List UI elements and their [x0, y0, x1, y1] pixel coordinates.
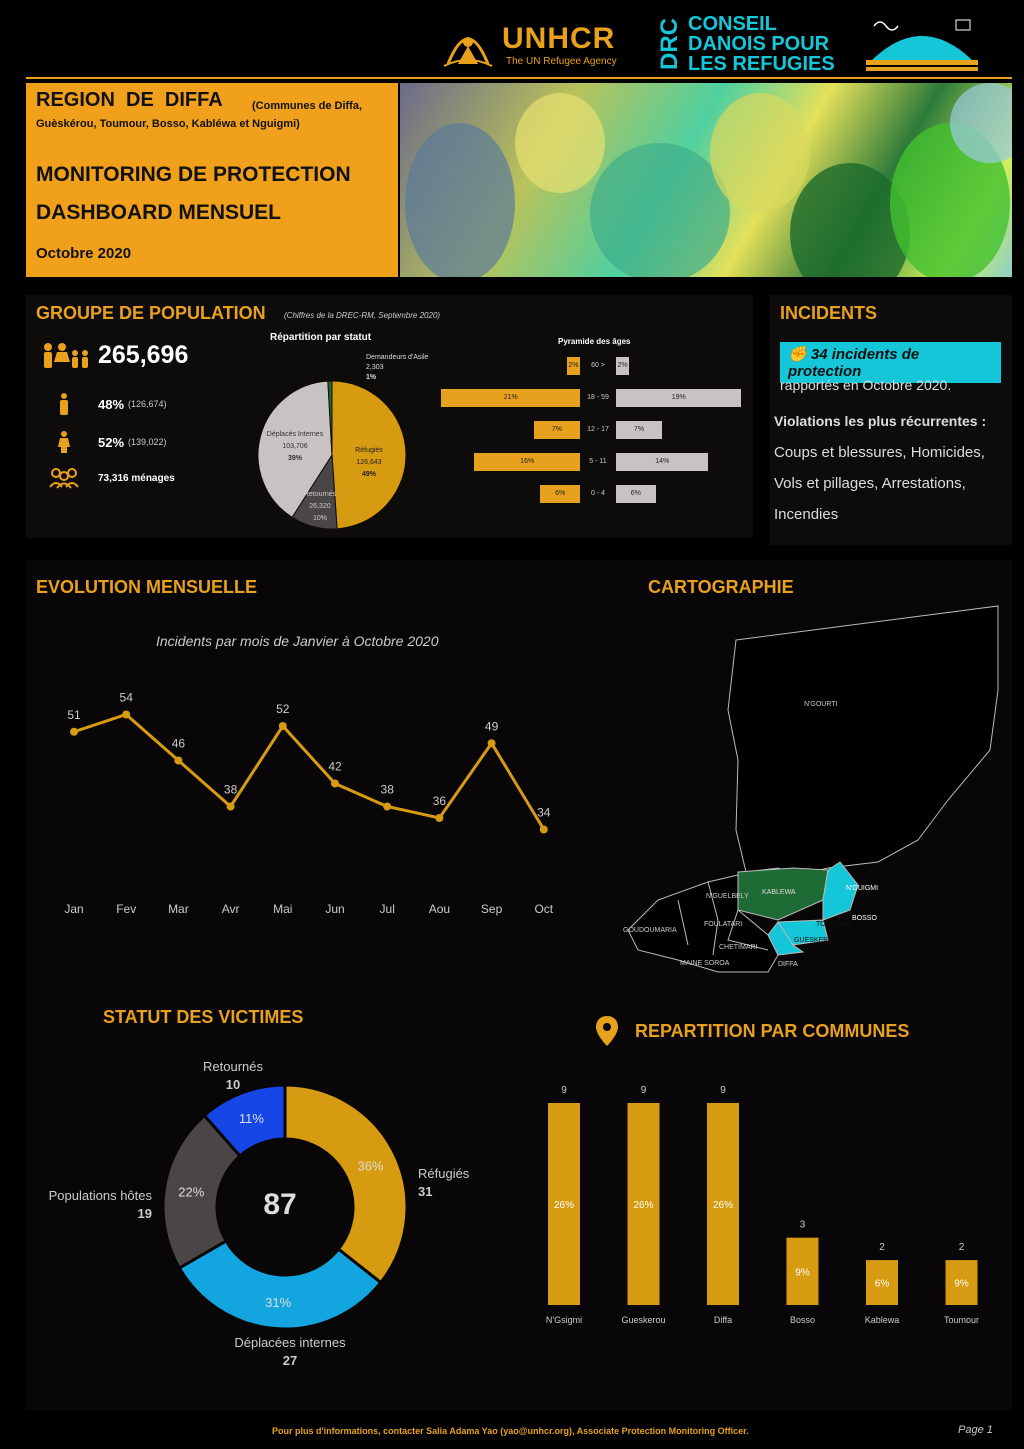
- drc-line-3: LES REFUGIES: [688, 53, 835, 75]
- line-month-label: Aou: [428, 902, 451, 916]
- violations-list: Coups et blessures, Homicides, Vols et pillages, Arrestations, Incendies: [774, 444, 985, 523]
- line-month-label: Mai: [273, 902, 293, 916]
- banner-photo: [400, 83, 1012, 277]
- victims-label-refugies: [418, 1165, 469, 1201]
- pyramid-bar-left: 16%: [474, 453, 580, 471]
- victims-label-deplacees-name: Déplacées internes: [234, 1335, 346, 1350]
- commune-value-label: 9: [561, 1085, 567, 1096]
- incidents-title: INCIDENTS: [780, 303, 878, 323]
- donut-pct-label: 31%: [265, 1294, 292, 1310]
- population-title: GROUPE DE POPULATION: [36, 303, 266, 323]
- victims-label-refugies-count: 31: [418, 1184, 433, 1199]
- line-point: [383, 803, 391, 811]
- male-count: (126,674): [128, 399, 167, 409]
- victims-total: 87: [263, 1188, 297, 1221]
- commune-value-label: 3: [799, 1219, 806, 1231]
- commune-value-label: 2: [958, 1242, 965, 1254]
- population-panel: [26, 295, 753, 538]
- location-pin-icon: [596, 1016, 618, 1046]
- line-month-label: Oct: [534, 902, 554, 916]
- pie-title: Répartition par statut: [270, 332, 372, 343]
- pie-label-refugies: [344, 445, 394, 481]
- carto-title: CARTOGRAPHIE: [648, 577, 794, 597]
- partner-logo-icon: [862, 12, 982, 74]
- map-ngourti: [728, 606, 998, 875]
- pie-label-retournes: [298, 489, 342, 525]
- pyramid-age-label: 5 - 11: [589, 458, 607, 465]
- female-count: (139,022): [128, 437, 167, 447]
- donut-pct-label: 36%: [357, 1158, 384, 1174]
- line-point: [70, 728, 78, 736]
- population-source: (Chiffres de la DREC-RM, Septembre 2020): [284, 311, 441, 320]
- map-label-kablewa: KABLEWA: [762, 889, 796, 896]
- map-label-goudoumaria: GOUDOUMARIA: [623, 927, 677, 934]
- line-point: [174, 757, 182, 765]
- incidents-line-chart: [40, 660, 580, 930]
- line-month-label: Fev: [116, 902, 137, 916]
- dashboard-title-1: MONITORING DE PROTECTION: [36, 163, 351, 186]
- commune-pct-label: 26%: [712, 1200, 734, 1211]
- header-rule: [26, 77, 1012, 79]
- victims-label-hotes-name: Populations hôtes: [48, 1188, 152, 1203]
- line-point: [435, 814, 443, 822]
- donut-segment: [285, 1085, 407, 1283]
- commune-category-label: N'Gsigmi: [545, 1315, 583, 1325]
- line-month-label: Jun: [325, 902, 345, 916]
- drc-logo: [658, 14, 838, 74]
- unhcr-subtitle: The UN Refugee Agency: [506, 56, 617, 67]
- pie-label-asylum-value: 2,303: [366, 364, 384, 371]
- victims-title: STATUT DES VICTIMES: [103, 1007, 304, 1027]
- violations-title: Violations les plus récurrentes :: [774, 413, 987, 429]
- line-month-label: Jan: [64, 902, 84, 916]
- communes-list: (Communes de Diffa, Guèskérou, Toumour, Bosso, Kabléwa et Nguigmi): [36, 100, 363, 130]
- pyramid-bar-left: 2%: [567, 357, 580, 375]
- map-label-bosso: BOSSO: [852, 915, 877, 922]
- donut-pct-label: 22%: [178, 1184, 205, 1200]
- victims-label-deplacees: [220, 1334, 360, 1370]
- victims-label-refugies-name: Réfugiés: [418, 1166, 470, 1181]
- age-pyramid: [446, 357, 746, 527]
- pyramid-bar-right: 14%: [616, 453, 708, 471]
- family-icon: [40, 343, 90, 369]
- commune-pct-label: 9%: [795, 1267, 810, 1279]
- pie-label-refugies-pct: 49%: [361, 471, 376, 478]
- protest-icon: ✊: [788, 346, 807, 363]
- pie-label-retournes-value: 26,320: [309, 503, 331, 510]
- footer-contact: Pour plus d'informations, contacter Salia Adama Yao (yao@unhcr.org), Associate Protection Monitoring Officer.: [272, 1426, 749, 1436]
- line-month-label: Jul: [379, 902, 395, 916]
- diffa-map: [618, 600, 1008, 980]
- map-label-gueskerou: GUESKEROU: [794, 937, 839, 944]
- line-point: [227, 803, 235, 811]
- commune-value-label: 2: [879, 1242, 885, 1254]
- line-month-label: Sep: [480, 902, 503, 916]
- map-label-toumour: TOUMOUR: [816, 921, 853, 928]
- map-label-nguigmi: N'GUIGMI: [846, 885, 879, 892]
- drc-vertical-text: DRC: [656, 18, 683, 70]
- pie-label-deplaces-pct: 39%: [287, 455, 302, 462]
- pyramid-bar-right: 2%: [616, 357, 629, 375]
- incidents-reported: rapportés en Octobre 2020.: [780, 377, 952, 393]
- map-label-chetimari: CHETIMARI: [719, 944, 758, 951]
- line-value-label: 46: [171, 736, 186, 751]
- incidents-badge-text: 34 incidents de protection: [788, 346, 920, 380]
- evolution-title: EVOLUTION MENSUELLE: [36, 577, 258, 597]
- commune-value-label: 9: [720, 1085, 726, 1096]
- pyramid-bar-right: 19%: [616, 389, 741, 407]
- pyramid-bar-left: 6%: [540, 485, 580, 503]
- population-total: 265,696: [98, 341, 189, 369]
- donut-pct-label: 11%: [238, 1111, 264, 1127]
- pie-label-refugies-value: 126,643: [356, 459, 382, 466]
- commune-pct-label: 26%: [553, 1200, 575, 1211]
- line-value-label: 51: [67, 707, 81, 722]
- line-value-label: 54: [119, 690, 133, 705]
- banner-month: Octobre 2020: [36, 245, 132, 262]
- pie-label-deplaces-name: Déplacés Internes: [266, 431, 324, 438]
- victims-label-retournes-name: Retournés: [203, 1059, 263, 1074]
- pie-label-asylum-pct: 1%: [366, 374, 377, 381]
- line-point: [279, 722, 287, 730]
- map-label-ngourti: N'GOURTI: [804, 701, 838, 708]
- drc-line-2: DANOIS POUR: [688, 33, 830, 55]
- pyramid-age-label: 0 - 4: [590, 490, 605, 497]
- line-month-label: Avr: [221, 902, 240, 916]
- banner-left: [26, 83, 398, 277]
- pyramid-title: Pyramide des âges: [558, 337, 631, 346]
- victims-label-retournes: [190, 1058, 276, 1094]
- commune-category-label: Kablewa: [864, 1315, 900, 1325]
- pyramid-bar-left: 7%: [534, 421, 580, 439]
- line-value-label: 52: [276, 702, 290, 716]
- line-point: [331, 780, 339, 788]
- commune-category-label: Diffa: [713, 1315, 733, 1325]
- communes-title: REPARTITION PAR COMMUNES: [635, 1021, 910, 1041]
- households: 73,316 ménages: [98, 473, 175, 484]
- pyramid-bar-right: 6%: [616, 485, 656, 503]
- households-icon: [48, 467, 80, 489]
- incidents-panel: [770, 295, 1012, 545]
- unhcr-name: UNHCR: [502, 22, 616, 55]
- unhcr-logo: [440, 22, 635, 72]
- pyramid-age-label: 12 - 17: [587, 426, 609, 433]
- crowd-photo-icon: [400, 83, 1012, 277]
- map-label-diffa: DIFFA: [778, 961, 798, 968]
- map-label-foulatari: FOULATARI: [704, 921, 743, 928]
- line-value-label: 42: [328, 759, 342, 774]
- female-icon: [58, 431, 70, 453]
- dashboard-title-2: DASHBOARD MENSUEL: [36, 201, 282, 224]
- line-point: [540, 826, 548, 834]
- commune-pct-label: 26%: [633, 1200, 654, 1211]
- pie-label-asylum-name: Demandeurs d'Asile: [366, 354, 429, 361]
- commune-category-label: Bosso: [789, 1315, 816, 1325]
- incidents-line: [74, 715, 544, 830]
- pie-label-deplaces-value: 103,706: [282, 443, 308, 450]
- commune-value-label: 9: [640, 1085, 647, 1096]
- pie-label-retournes-name: Retournés: [303, 491, 337, 498]
- victims-label-hotes-count: 19: [137, 1206, 152, 1221]
- male-pct: 48%: [98, 397, 125, 412]
- communes-bar-chart: [530, 1075, 1000, 1335]
- pyramid-age-label: 18 - 59: [587, 394, 609, 401]
- pyramid-bar-right: 7%: [616, 421, 662, 439]
- pyramid-bar-left: 21%: [441, 389, 580, 407]
- evolution-chart-title: Incidents par mois de Janvier à Octobre 2020: [156, 633, 439, 649]
- pie-label-asylum: [366, 353, 428, 383]
- line-value-label: 49: [484, 719, 499, 734]
- victims-label-retournes-count: 10: [225, 1077, 241, 1092]
- line-value-label: 34: [537, 805, 551, 820]
- map-label-nguelbely: N'GUELBELY: [706, 893, 749, 900]
- male-icon: [58, 393, 70, 415]
- unhcr-emblem-icon: [440, 24, 496, 70]
- drc-line-1: CONSEIL: [688, 13, 777, 35]
- region-title: REGION DE DIFFA: [36, 89, 223, 111]
- commune-pct-label: 9%: [954, 1278, 969, 1290]
- line-point: [488, 739, 496, 747]
- pie-label-retournes-pct: 10%: [312, 515, 327, 522]
- female-pct: 52%: [98, 435, 125, 450]
- pie-label-refugies-name: Réfugiés: [355, 447, 383, 454]
- line-point: [122, 711, 130, 719]
- pie-label-deplaces: [260, 429, 330, 465]
- commune-category-label: Toumour: [943, 1315, 980, 1325]
- page-number: Page 1: [958, 1424, 993, 1436]
- line-month-label: Mar: [168, 902, 189, 916]
- victims-label-deplacees-count: 27: [282, 1353, 298, 1368]
- line-value-label: 36: [432, 794, 447, 808]
- line-value-label: 38: [380, 782, 394, 797]
- commune-category-label: Gueskerou: [621, 1315, 666, 1325]
- victims-label-hotes: [30, 1187, 152, 1223]
- line-value-label: 38: [223, 782, 238, 797]
- commune-pct-label: 6%: [874, 1278, 890, 1290]
- map-label-maine-soroa: MAINE SOROA: [680, 960, 730, 967]
- pyramid-age-label: 60 >: [591, 362, 605, 369]
